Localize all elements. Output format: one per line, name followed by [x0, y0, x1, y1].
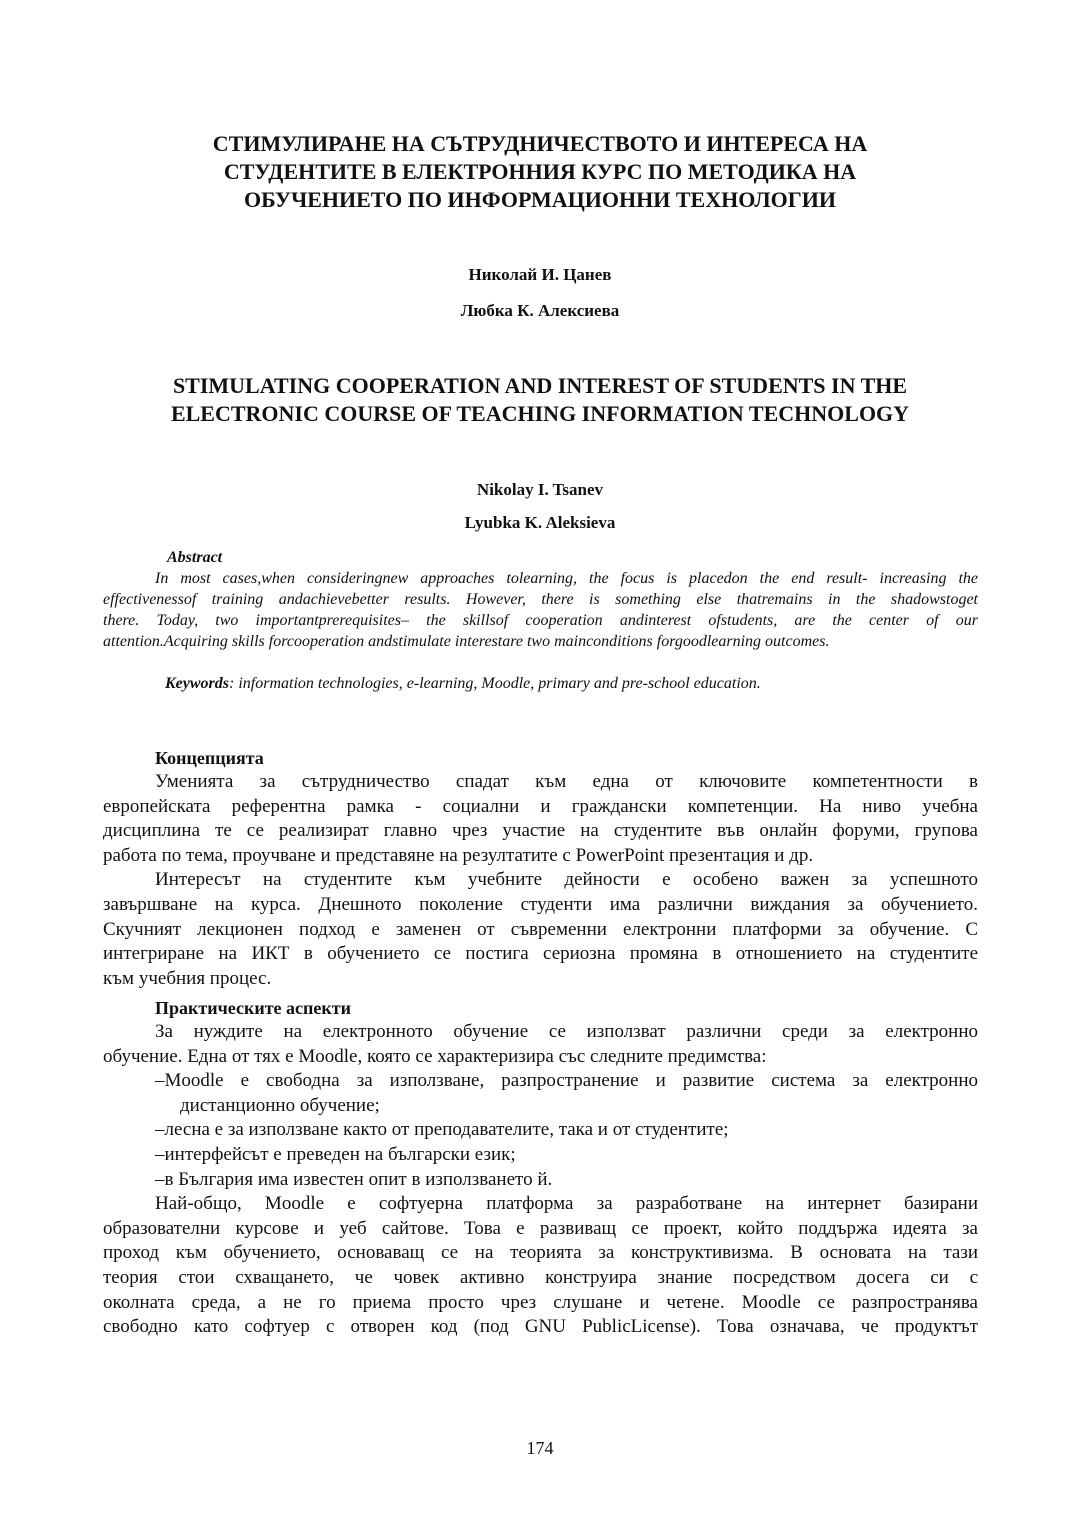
- author-name: Nikolay I. Tsanev: [476, 480, 604, 499]
- text-line: Най-общо, Moodle е софтуерна платформа за разработване на интернет базирани: [155, 1193, 978, 1215]
- title-line: ОБУЧЕНИЕТО ПО ИНФОРМАЦИОННИ ТЕХНОЛОГИИ: [244, 187, 836, 212]
- english-title: [0, 372, 1080, 428]
- title-line: ELECTRONIC COURSE OF TEACHING INFORMATION TECHNOLOGY: [170, 401, 910, 426]
- section-heading: Практическите аспекти: [155, 998, 351, 1018]
- text-line: Интересът на студентите към учебните дейности е особено важен за успешното: [155, 869, 978, 891]
- author-name: Николай И. Цанев: [468, 265, 612, 284]
- author-name: Lyubka K. Aleksieva: [464, 513, 616, 532]
- text-line: –лесна е за използване както от преподавателите, така и от студентите;: [155, 1119, 729, 1141]
- text-line: –в България има известен опит в използването й.: [155, 1168, 553, 1190]
- section-body: [103, 770, 978, 991]
- text-line: обучение. Една от тях е Moodle, която се характеризира със следните предимства:: [103, 1045, 767, 1067]
- title-line: СТИМУЛИРАНЕ НА СЪТРУДНИЧЕСТВОТО И ИНТЕРЕСА НА: [212, 131, 868, 156]
- text-line: околната среда, а не го приема просто чрез слушане и четене. Moodle се разпространява: [103, 1291, 978, 1313]
- text-line: теория стои схващането, че човек активно конструира знание посредством досега си с: [103, 1266, 978, 1288]
- abstract-label: Abstract: [167, 549, 223, 566]
- text-line: In most cases,when consideringnew approaches tolearning, the focus is placedon the end result- increasing the: [155, 570, 978, 587]
- text-line: проход към обучението, основаващ се на теорията за конструктивизма. В основата на тази: [103, 1242, 978, 1264]
- title-line: STIMULATING COOPERATION AND INTEREST OF STUDENTS IN THE: [172, 373, 908, 398]
- text-line: работа по тема, проучване и представяне на резултатите с PowerPoint презентация и др.: [103, 844, 814, 866]
- text-line: –интерфейсът е преведен на български език;: [155, 1143, 516, 1165]
- text-line: европейската референтна рамка - социални и граждански компетенции. На ниво учебна: [103, 795, 978, 817]
- bulgarian-title: [0, 130, 1080, 214]
- text-line: дисциплина те се реализират главно чрез участие на студентите във онлайн форуми, групова: [103, 820, 978, 842]
- section-body: [103, 1020, 978, 1340]
- keywords: [165, 675, 761, 693]
- text-line: Скучният лекционен подход е заменен от съвременни електронни платформи за обучение. С: [103, 918, 978, 940]
- text-line: към учебния процес.: [103, 967, 272, 989]
- text-line: образователни курсове и уеб сайтове. Това е развиващ се проект, който поддържа идеята за: [103, 1217, 978, 1239]
- text-line: effectivenessof training andachievebetter results. However, there is something else thatremains in the shadowstoget: [103, 591, 978, 608]
- keywords-label: Keywords: [165, 675, 229, 692]
- keywords-text: : information technologies, e-learning, Moodle, primary and pre-school education.: [229, 675, 761, 692]
- page-number: 174: [526, 1438, 554, 1458]
- text-line: интегриране на ИКТ в обучението се постига сериозна промяна в отношението на студентите: [103, 943, 978, 965]
- text-line: –Moodle е свободна за използване, разпространение и развитие система за електронно: [155, 1070, 978, 1092]
- author-name: Любка К. Алексиева: [460, 301, 620, 320]
- text-line: Уменията за сътрудничество спадат към една от ключовите компетентности в: [155, 771, 978, 792]
- abstract-text: [103, 568, 978, 652]
- title-line: СТУДЕНТИТЕ В ЕЛЕКТРОННИЯ КУРС ПО МЕТОДИКА НА: [223, 159, 857, 184]
- text-line: there. Today, two importantprerequisites– the skillsof cooperation andinterest ofstudents, are the center of our: [103, 612, 978, 629]
- section-heading: Концепцията: [155, 748, 264, 768]
- text-line: дистанционно обучение;: [180, 1094, 380, 1116]
- text-line: завършване на курса. Днешното поколение студенти има различни виждания за обучението.: [103, 893, 978, 915]
- text-line: attention.Acquiring skills forcooperation andstimulate interestare two mainconditions forgoodlearning outcomes.: [103, 633, 830, 650]
- text-line: За нуждите на електронното обучение се използват различни среди за електронно: [155, 1021, 978, 1042]
- text-line: свободно като софтуер с отворен код (под GNU PublicLicense). Това означава, че продуктът: [103, 1316, 978, 1338]
